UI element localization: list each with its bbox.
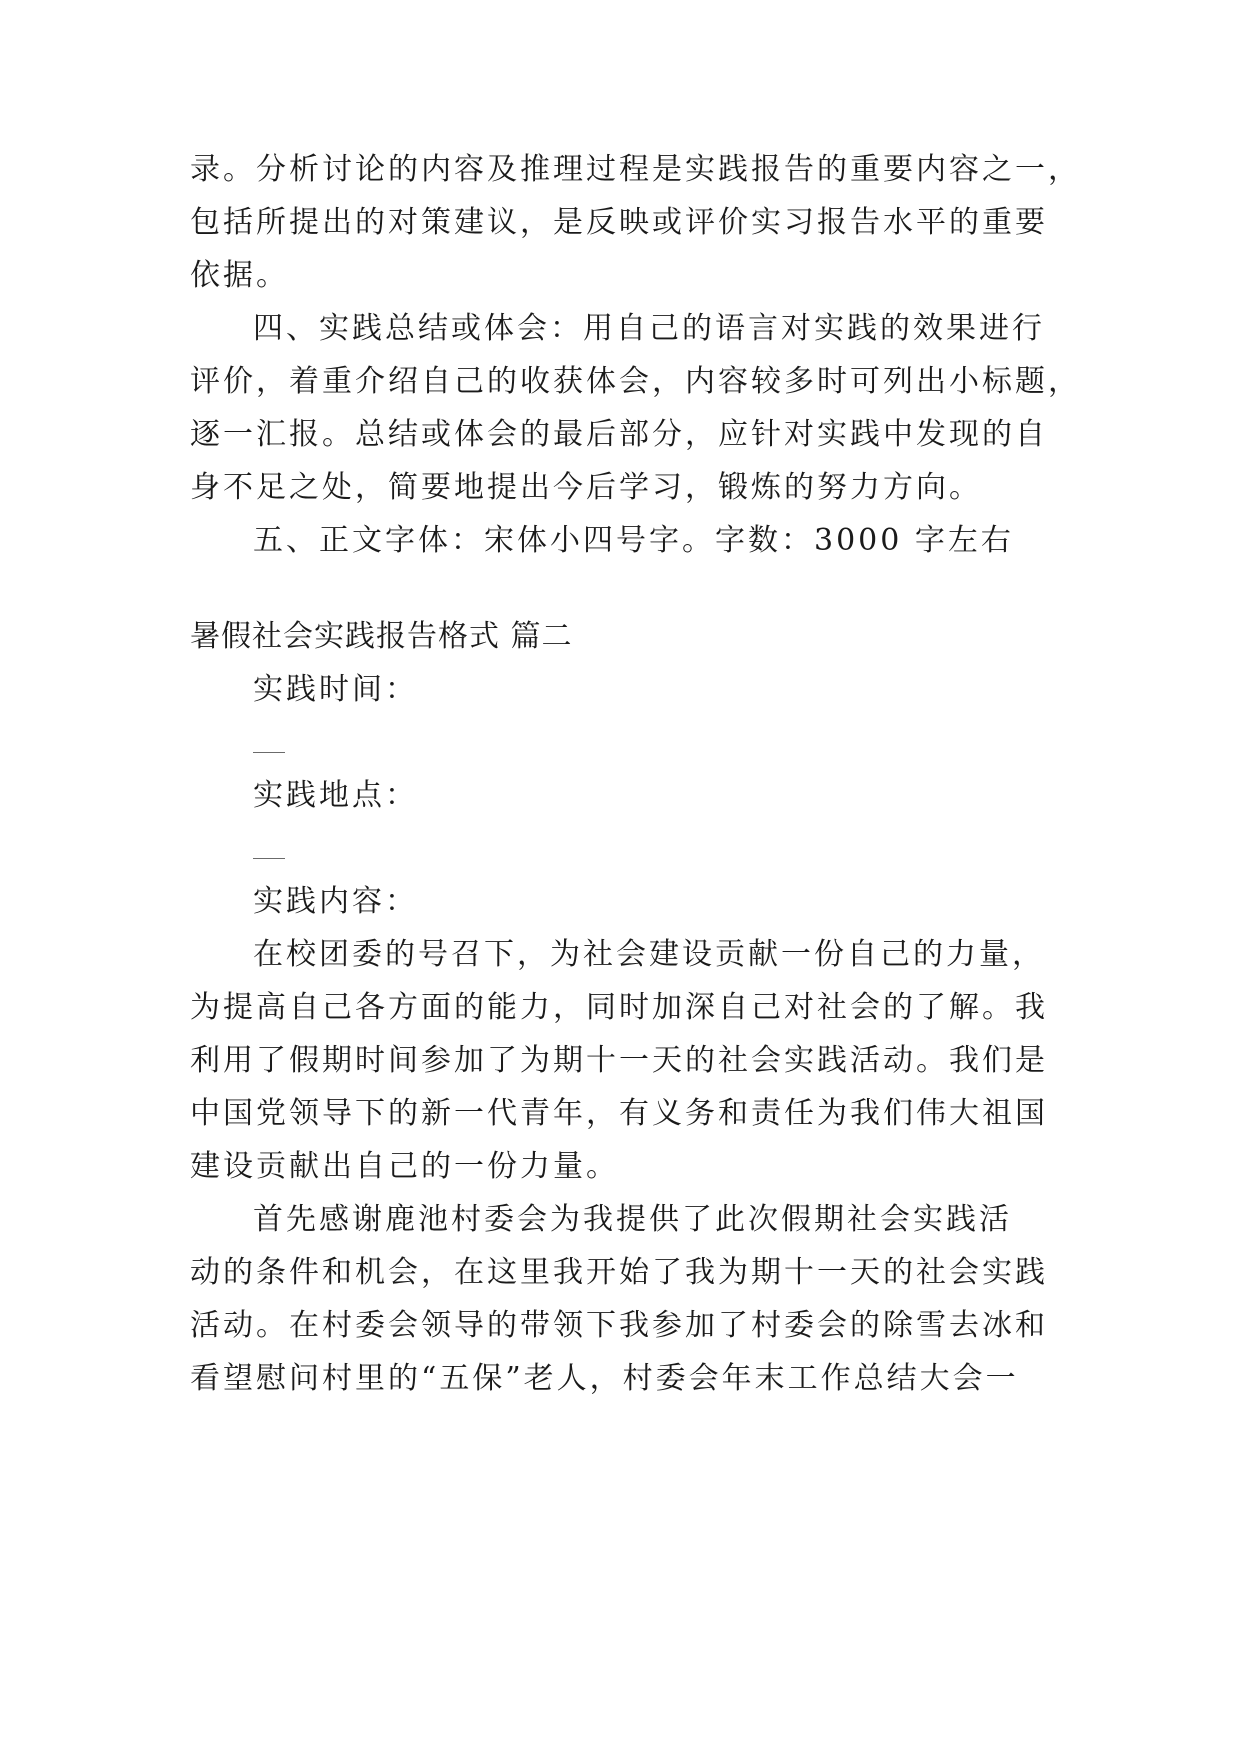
body-line: 录。分析讨论的内容及推理过程是实践报告的重要内容之一，	[190, 152, 1081, 187]
body-line: 为提高自己各方面的能力，同时加深自己对社会的了解。我	[190, 990, 1048, 1025]
body-line: 中国党领导下的新一代青年，有义务和责任为我们伟大祖国	[190, 1096, 1048, 1131]
section-five-line: 五、正文字体：宋体小四号字。字数：3000 字左右	[253, 523, 1014, 558]
body-line: 依据。	[190, 258, 289, 293]
body-line: 活动。在村委会领导的带领下我参加了村委会的除雪去冰和	[190, 1308, 1048, 1343]
practice-content-label: 实践内容：	[253, 884, 418, 919]
practice-place-label: 实践地点：	[253, 778, 418, 813]
section-four-line: 四、实践总结或体会：用自己的语言对实践的效果进行	[253, 311, 1045, 346]
article-heading: 暑假社会实践报告格式 篇二	[190, 619, 573, 654]
blank-rule	[253, 752, 285, 753]
practice-time-label: 实践时间：	[253, 672, 418, 707]
body-line: 评价，着重介绍自己的收获体会，内容较多时可列出小标题，	[190, 364, 1081, 399]
body-line: 动的条件和机会，在这里我开始了我为期十一天的社会实践	[190, 1255, 1048, 1290]
body-line: 利用了假期时间参加了为期十一天的社会实践活动。我们是	[190, 1043, 1048, 1078]
body-line: 逐一汇报。总结或体会的最后部分，应针对实践中发现的自	[190, 417, 1048, 452]
blank-rule	[253, 858, 285, 859]
body-line: 建设贡献出自己的一份力量。	[190, 1149, 619, 1184]
body-line: 包括所提出的对策建议，是反映或评价实习报告水平的重要	[190, 205, 1048, 240]
body-line: 看望慰问村里的“五保”老人，村委会年末工作总结大会一	[190, 1361, 1019, 1396]
body-line: 在校团委的号召下，为社会建设贡献一份自己的力量，	[253, 937, 1045, 972]
body-line: 首先感谢鹿池村委会为我提供了此次假期社会实践活	[253, 1202, 1012, 1237]
body-line: 身不足之处，简要地提出今后学习，锻炼的努力方向。	[190, 470, 982, 505]
